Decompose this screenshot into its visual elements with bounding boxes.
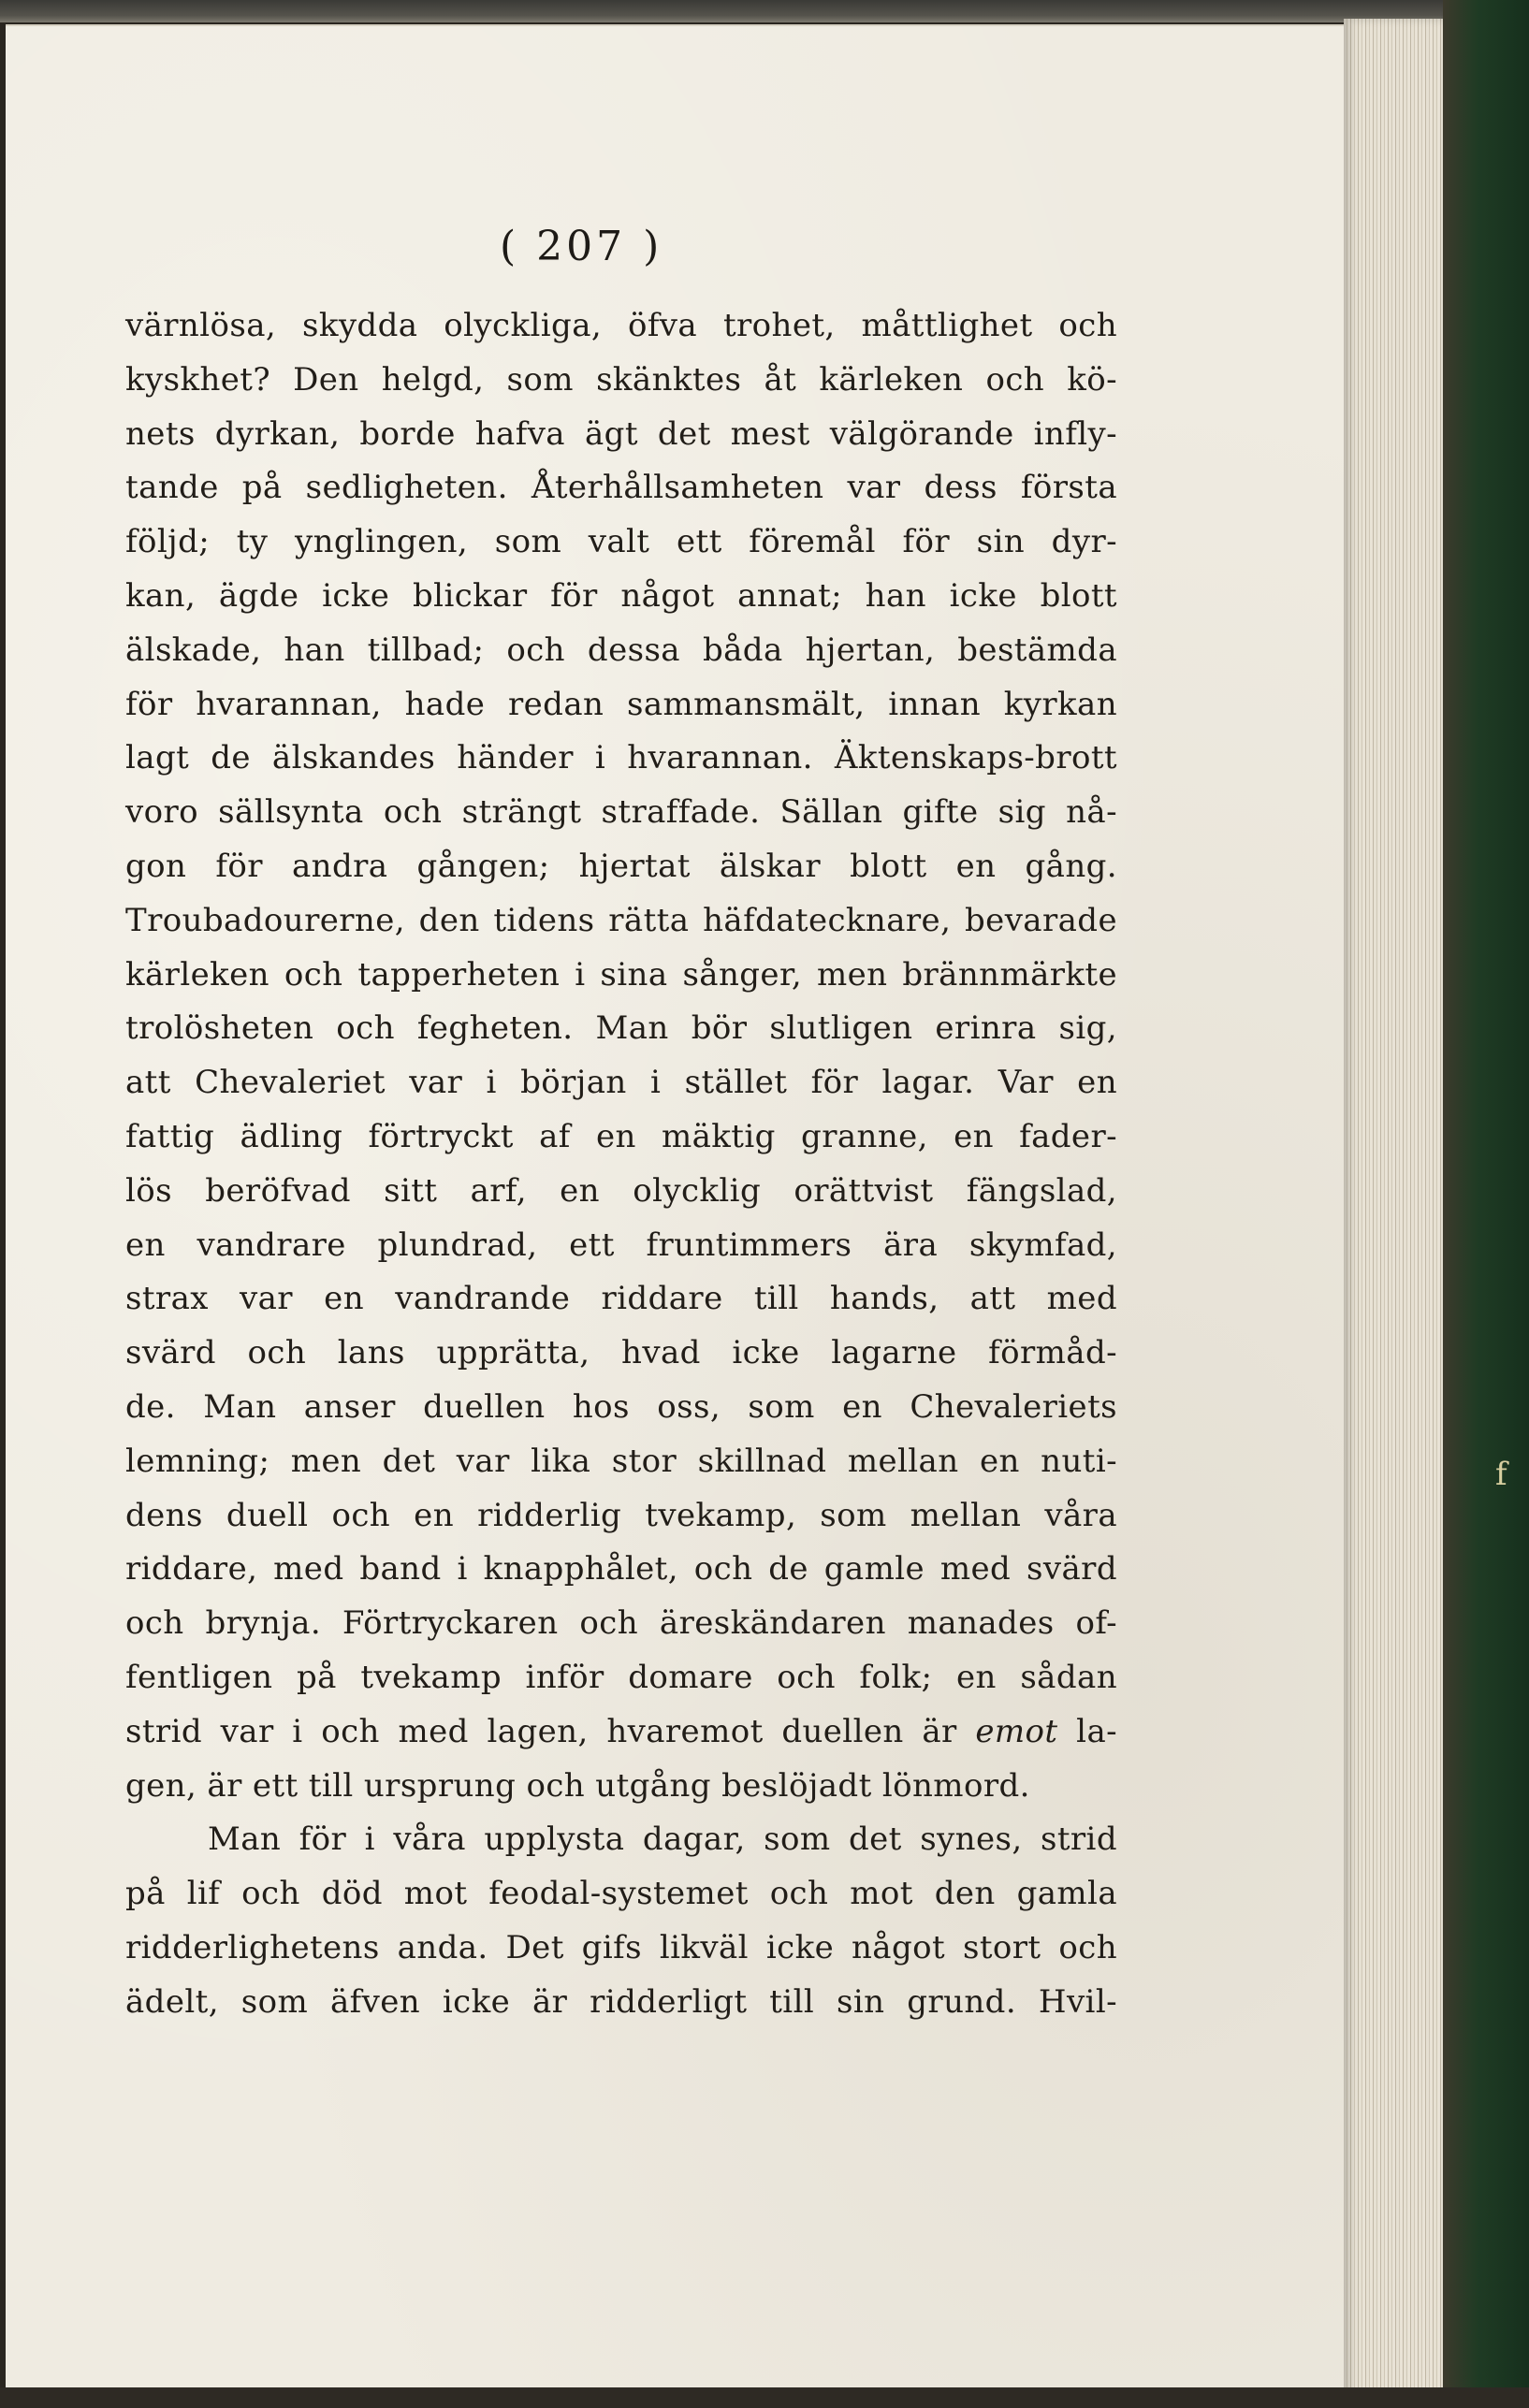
- text-line: kan, ägde icke blickar för något annat; han icke blott: [125, 576, 1117, 615]
- text-line: på lif och död mot feodal-systemet och mot den gamla: [125, 1875, 1117, 1913]
- emphasized-word: emot: [975, 1712, 1058, 1750]
- text-line: de. Man anser duellen hos oss, som en Chevaleriets: [125, 1387, 1117, 1426]
- text-line: lagt de älskandes händer i hvarannan. Äktenskaps-brott: [125, 739, 1117, 777]
- text-line: lös beröfvad sitt arf, en olycklig orättvist fängslad,: [125, 1171, 1117, 1210]
- text-line: nets dyrkan, borde hafva ägt det mest välgörande infly-: [125, 414, 1117, 453]
- text-line: värnlösa, skydda olyckliga, öfva trohet, måttlighet och: [125, 307, 1117, 344]
- text-line: gon för andra gången; hjertat älskar blott en gång.: [125, 847, 1117, 885]
- text-line: och brynja. Förtryckaren och äreskändaren manades of-: [125, 1604, 1117, 1643]
- text-line: fattig ädling förtryckt af en mäktig granne, en fader-: [125, 1117, 1117, 1155]
- scan-bottom-border: [0, 2387, 1529, 2408]
- text-line: kyskhet? Den helgd, som skänktes åt kärleken och kö-: [125, 360, 1117, 399]
- text-segment: strid var i och med lagen, hvaremot duellen är: [125, 1712, 957, 1750]
- text-line: för hvarannan, hade redan sammansmält, innan kyrkan: [125, 685, 1117, 723]
- scan-top-border: [0, 0, 1529, 22]
- text-line: gen, är ett till ursprung och utgång beslöjadt lönmord.: [125, 1766, 1030, 1805]
- text-line: lemning; men det var lika stor skillnad mellan en nuti-: [125, 1442, 1117, 1480]
- text-line: svärd och lans upprätta, hvad icke lagarne förmåd-: [125, 1334, 1117, 1372]
- text-line: ridderlighetens anda. Det gifs likväl icke något stort och: [125, 1928, 1117, 1966]
- text-line: tande på sedligheten. Återhållsamheten var dess första: [125, 469, 1117, 507]
- text-line: trolösheten och fegheten. Man bör slutligen erinra sig,: [125, 1009, 1117, 1048]
- text-line: en vandrare plundrad, ett fruntimmers ära skymfad,: [125, 1226, 1117, 1264]
- text-line: följd; ty ynglingen, som valt ett föremål för sin dyr-: [125, 523, 1117, 561]
- text-line-emphasis: [125, 1705, 1117, 1760]
- body-text: [125, 299, 1117, 2030]
- text-line: att Chevaleriet var i början i stället för lagar. Var en: [125, 1064, 1117, 1102]
- text-segment: la-: [1076, 1712, 1118, 1750]
- text-line: strax var en vandrande riddare till hands, att med: [125, 1280, 1117, 1318]
- book-page: [6, 24, 1344, 2393]
- text-line: kärleken och tapperheten i sina sånger, men brännmärkte: [125, 955, 1117, 994]
- book-binding: [1443, 0, 1529, 2408]
- text-line: riddare, med band i knapphålet, och de gamle med svärd: [125, 1550, 1117, 1588]
- text-line: fentligen på tvekamp inför domare och folk; en sådan: [125, 1658, 1117, 1696]
- text-line: älskade, han tillbad; och dessa båda hjertan, bestämda: [125, 631, 1117, 669]
- page-number: ( 207 ): [500, 223, 663, 270]
- paragraph-start-line: Man för i våra upplysta dagar, som det synes, strid: [208, 1821, 1117, 1859]
- text-line: Troubadourerne, den tidens rätta häfdatecknare, bevarade: [125, 901, 1117, 939]
- page-edges: [1344, 19, 1443, 2400]
- margin-mark: f: [1495, 1456, 1507, 1493]
- text-line: ädelt, som äfven icke är ridderligt till sin grund. Hvil-: [125, 1982, 1117, 2021]
- text-line: voro sällsynta och strängt straffade. Sällan gifte sig nå-: [125, 793, 1117, 832]
- text-line: dens duell och en ridderlig tvekamp, som mellan våra: [125, 1496, 1117, 1534]
